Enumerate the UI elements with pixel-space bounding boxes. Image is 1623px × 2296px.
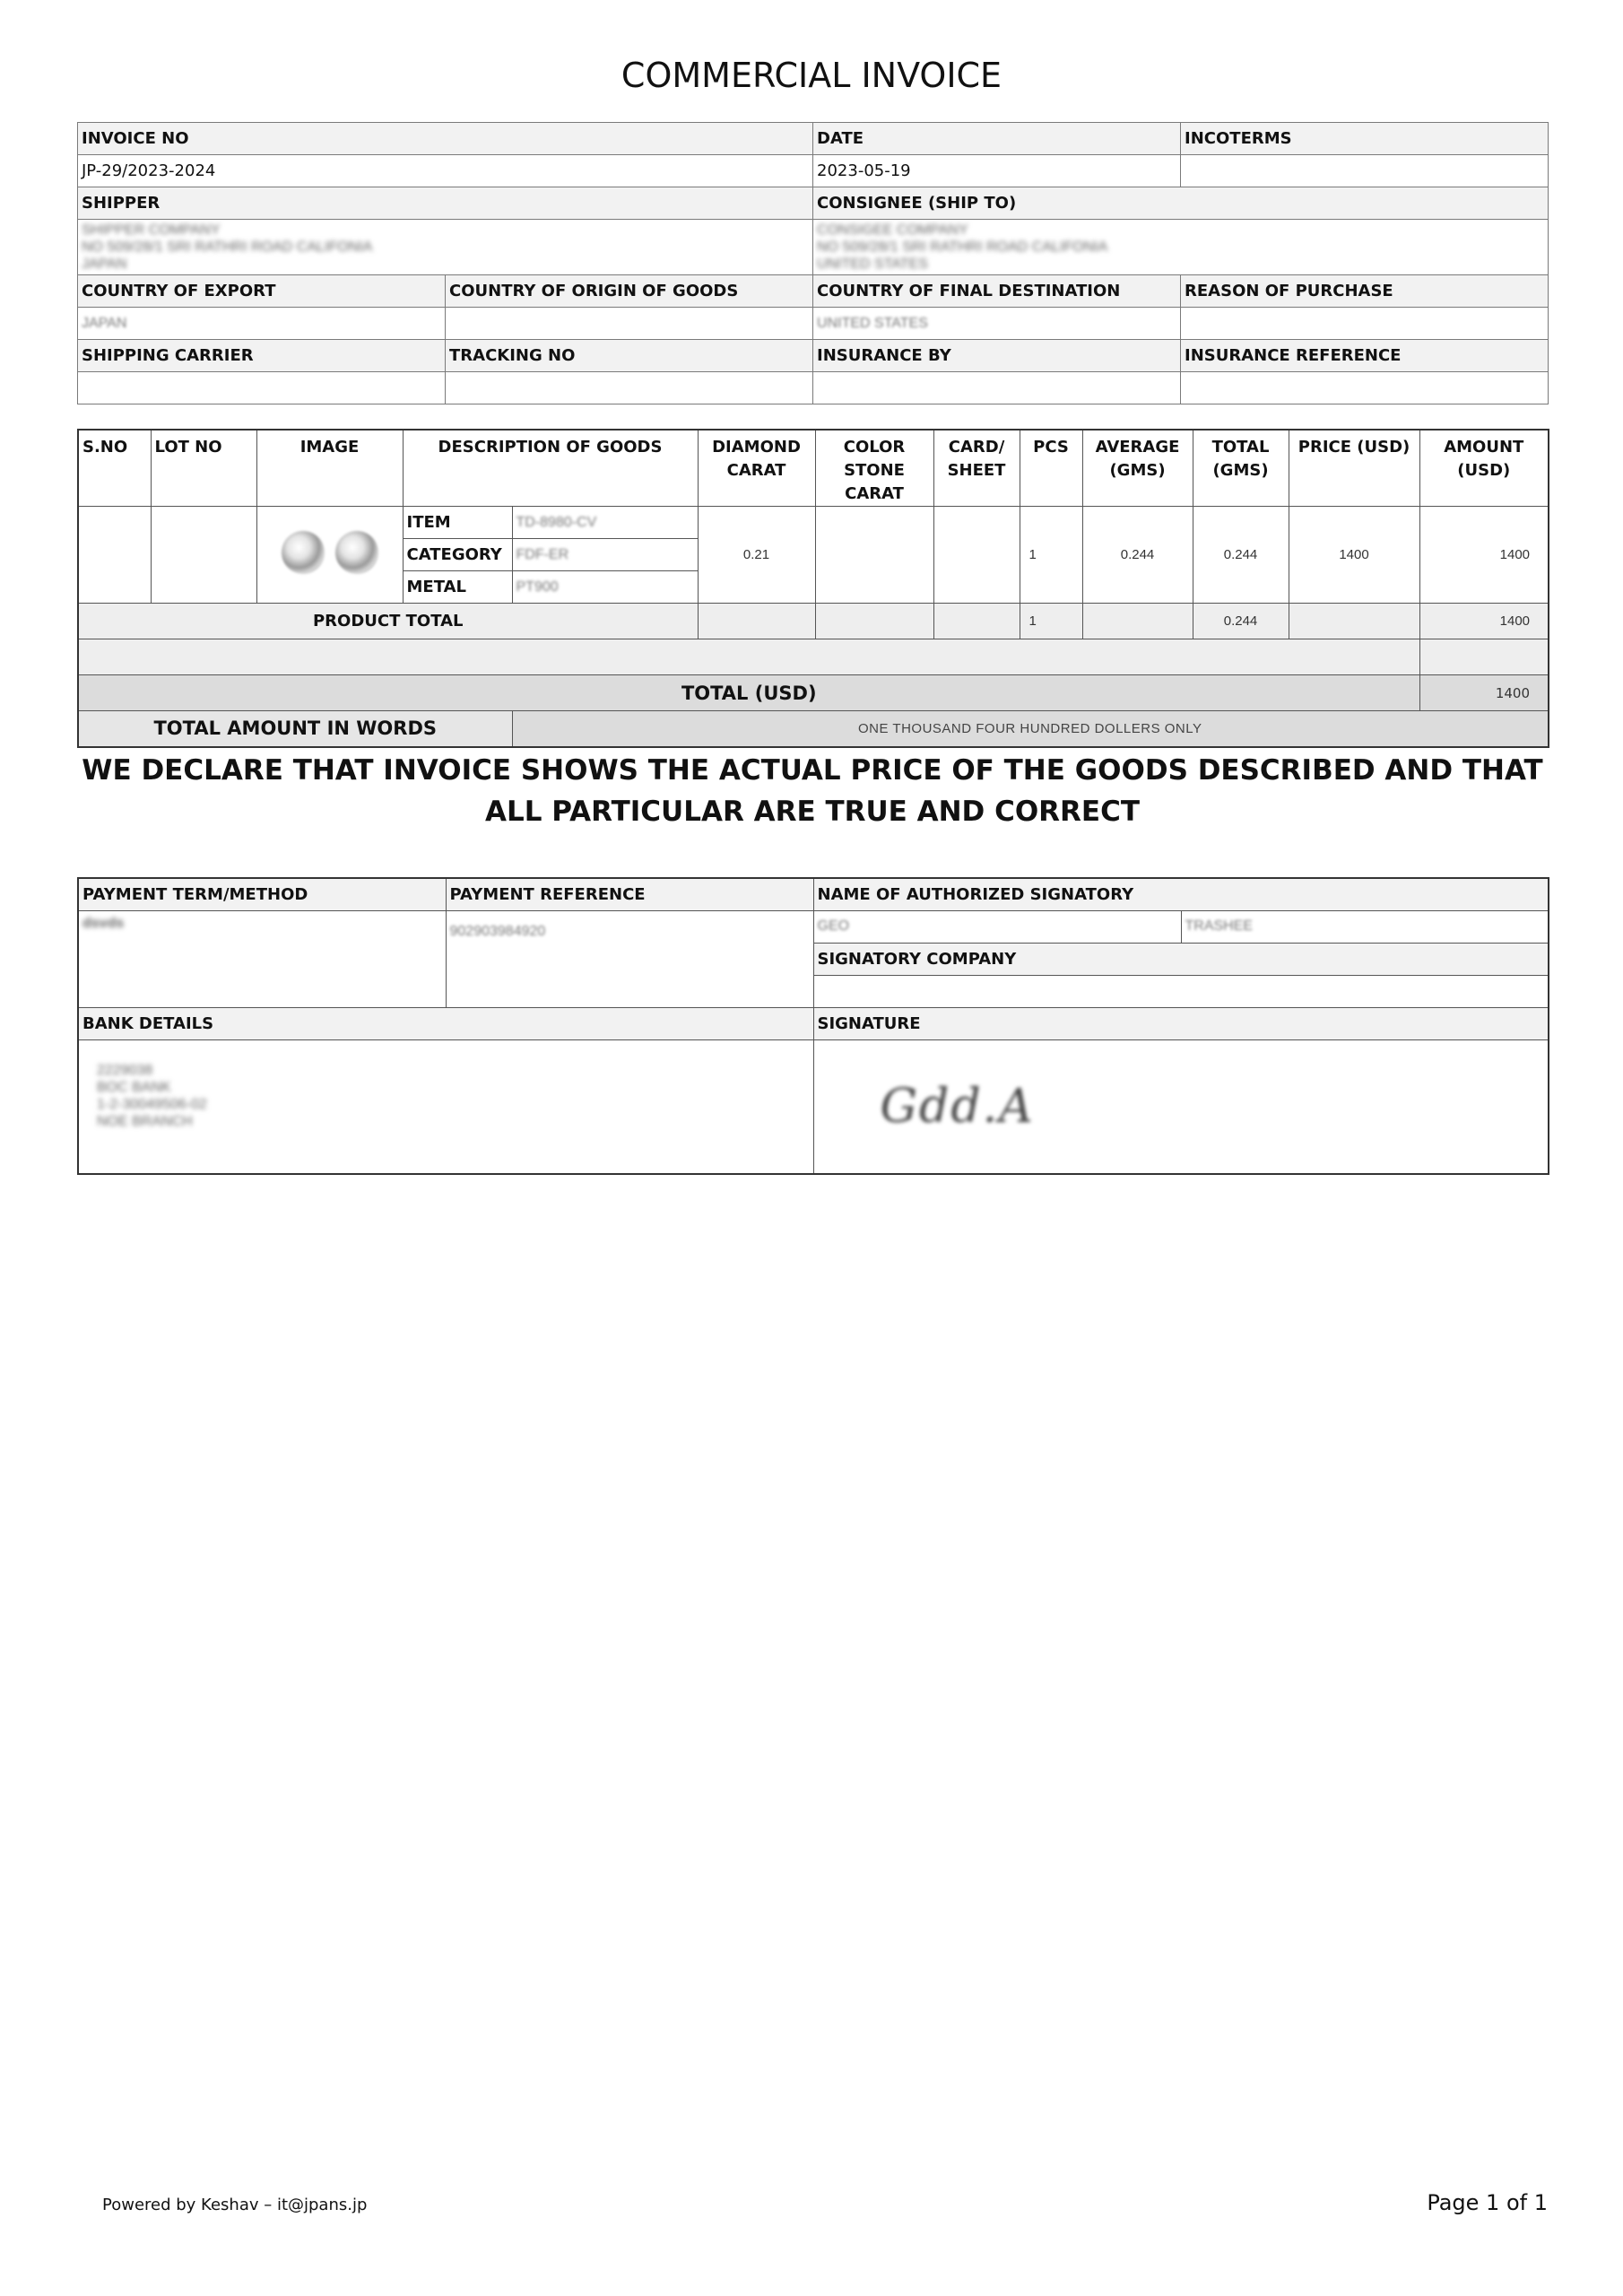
col-header-pcs: PCS	[1020, 430, 1082, 507]
country-origin-label: COUNTRY OF ORIGIN OF GOODS	[446, 275, 813, 308]
col-header-card: CARD/ SHEET	[933, 430, 1020, 507]
signature-image: Gdd.A	[880, 1079, 1035, 1134]
product-image	[256, 507, 403, 604]
amount-words-label: TOTAL AMOUNT IN WORDS	[78, 711, 512, 747]
date-value: 2023-05-19	[813, 155, 1181, 187]
country-final-label: COUNTRY OF FINAL DESTINATION	[813, 275, 1181, 308]
col-header-amount: AMOUNT (USD)	[1419, 430, 1549, 507]
payment-ref-label: PAYMENT REFERENCE	[446, 878, 813, 910]
goods-table	[77, 429, 1549, 748]
consignee-label: CONSIGNEE (SHIP TO)	[813, 187, 1549, 220]
product-total-price	[1289, 604, 1419, 639]
invoice-no-value: JP-29/2023-2024	[78, 155, 813, 187]
signatory-company-value	[813, 975, 1549, 1007]
total-usd-value: 1400	[1419, 675, 1549, 711]
declaration-text: WE DECLARE THAT INVOICE SHOWS THE ACTUAL PRICE OF THE GOODS DESCRIBED AND THAT ALL PARTICULAR ARE TRUE AND CORRECT	[82, 754, 1543, 828]
sno-cell	[78, 507, 151, 604]
consignee-line: UNITED STATES	[817, 257, 928, 272]
shipper-line: JAPAN	[82, 257, 127, 272]
country-origin-value	[446, 308, 813, 340]
payment-term-value: dsvds	[78, 910, 446, 1007]
category-label: CATEGORY	[403, 539, 512, 571]
diamond-earring-image	[335, 531, 378, 574]
spacer-amount	[1419, 639, 1549, 675]
bank-details-label: BANK DETAILS	[78, 1007, 813, 1039]
payment-term-label: PAYMENT TERM/METHOD	[78, 878, 446, 910]
country-final-value: UNITED STATES	[813, 308, 1181, 340]
pcs-value: 1	[1020, 507, 1082, 604]
page-title: COMMERCIAL INVOICE	[621, 56, 1002, 95]
product-total-card	[933, 604, 1020, 639]
consignee-line: CONSIGEE COMPANY	[817, 222, 968, 238]
signature-box	[813, 1039, 1549, 1174]
metal-label: METAL	[403, 571, 512, 604]
carrier-value	[78, 372, 446, 404]
signatory-last-name: TRASHEE	[1181, 910, 1549, 943]
table-row	[78, 507, 1549, 539]
col-header-total: TOTAL (GMS)	[1193, 430, 1289, 507]
product-total-diamond	[698, 604, 815, 639]
product-total-label: PRODUCT TOTAL	[78, 604, 698, 639]
country-export-value: JAPAN	[78, 308, 446, 340]
category-value: FDF-ER	[512, 539, 698, 571]
product-total-amount: 1400	[1419, 604, 1549, 639]
signatory-company-label: SIGNATORY COMPANY	[813, 943, 1549, 975]
consignee-line: NO 509/28/1 SRI RATHRI ROAD CALIFONIA	[817, 239, 1108, 255]
col-header-lot: LOT NO	[151, 430, 256, 507]
date-label: DATE	[813, 123, 1181, 155]
signature-label: SIGNATURE	[813, 1007, 1549, 1039]
insurance-by-value	[813, 372, 1181, 404]
col-header-image: IMAGE	[256, 430, 403, 507]
bank-details-value	[78, 1039, 813, 1174]
diamond-carat-value: 0.21	[698, 507, 815, 604]
bank-line: BOC BANK	[97, 1079, 171, 1095]
col-header-color: COLOR STONE CARAT	[815, 430, 933, 507]
insurance-by-label: INSURANCE BY	[813, 340, 1181, 372]
shipper-line: SHIPPER COMPANY	[82, 222, 221, 238]
tracking-value	[446, 372, 813, 404]
total-gms-value: 0.244	[1193, 507, 1289, 604]
reason-label: REASON OF PURCHASE	[1181, 275, 1549, 308]
carrier-label: SHIPPING CARRIER	[78, 340, 446, 372]
metal-value: PT900	[512, 571, 698, 604]
amount-words-value: ONE THOUSAND FOUR HUNDRED DOLLERS ONLY	[512, 711, 1549, 747]
page-number: Page 1 of 1	[1427, 2190, 1548, 2215]
product-total-average	[1082, 604, 1193, 639]
reason-value	[1181, 308, 1549, 340]
invoice-no-label: INVOICE NO	[78, 123, 813, 155]
diamond-earring-image	[282, 531, 325, 574]
col-header-sno: S.NO	[78, 430, 151, 507]
powered-by: Powered by Keshav – it@jpans.jp	[102, 2196, 368, 2214]
country-export-label: COUNTRY OF EXPORT	[78, 275, 446, 308]
tracking-label: TRACKING NO	[446, 340, 813, 372]
col-header-average: AVERAGE (GMS)	[1082, 430, 1193, 507]
shipper-label: SHIPPER	[78, 187, 813, 220]
signatory-label: NAME OF AUTHORIZED SIGNATORY	[813, 878, 1549, 910]
bank-line: 1-2-30049506-02	[97, 1096, 207, 1112]
incoterms-value	[1181, 155, 1549, 187]
insurance-ref-label: INSURANCE REFERENCE	[1181, 340, 1549, 372]
payment-ref-value: 902903984920	[446, 910, 813, 1007]
invoice-info-table	[77, 122, 1549, 404]
product-total-color	[815, 604, 933, 639]
price-value: 1400	[1289, 507, 1419, 604]
consignee-address	[813, 220, 1549, 275]
average-value: 0.244	[1082, 507, 1193, 604]
bank-line: NOE BRANCH	[97, 1113, 193, 1129]
color-stone-value	[815, 507, 933, 604]
insurance-ref-value	[1181, 372, 1549, 404]
card-sheet-value	[933, 507, 1020, 604]
shipper-address	[78, 220, 813, 275]
col-header-description: DESCRIPTION OF GOODS	[403, 430, 698, 507]
product-total-pcs: 1	[1020, 604, 1082, 639]
item-label: ITEM	[403, 507, 512, 539]
bank-line: 2229038	[97, 1062, 153, 1078]
col-header-diamond: DIAMOND CARAT	[698, 430, 815, 507]
item-value: TD-8980-CV	[512, 507, 698, 539]
product-total-gms: 0.244	[1193, 604, 1289, 639]
shipper-line: NO 509/28/1 SRI RATHRI ROAD CALIFONIA	[82, 239, 373, 255]
col-header-price: PRICE (USD)	[1289, 430, 1419, 507]
spacer-row	[78, 639, 1419, 675]
payment-table	[77, 877, 1549, 1175]
lot-cell	[151, 507, 256, 604]
amount-value: 1400	[1419, 507, 1549, 604]
signatory-first-name: GEO	[813, 910, 1181, 943]
total-usd-label: TOTAL (USD)	[78, 675, 1419, 711]
incoterms-label: INCOTERMS	[1181, 123, 1549, 155]
